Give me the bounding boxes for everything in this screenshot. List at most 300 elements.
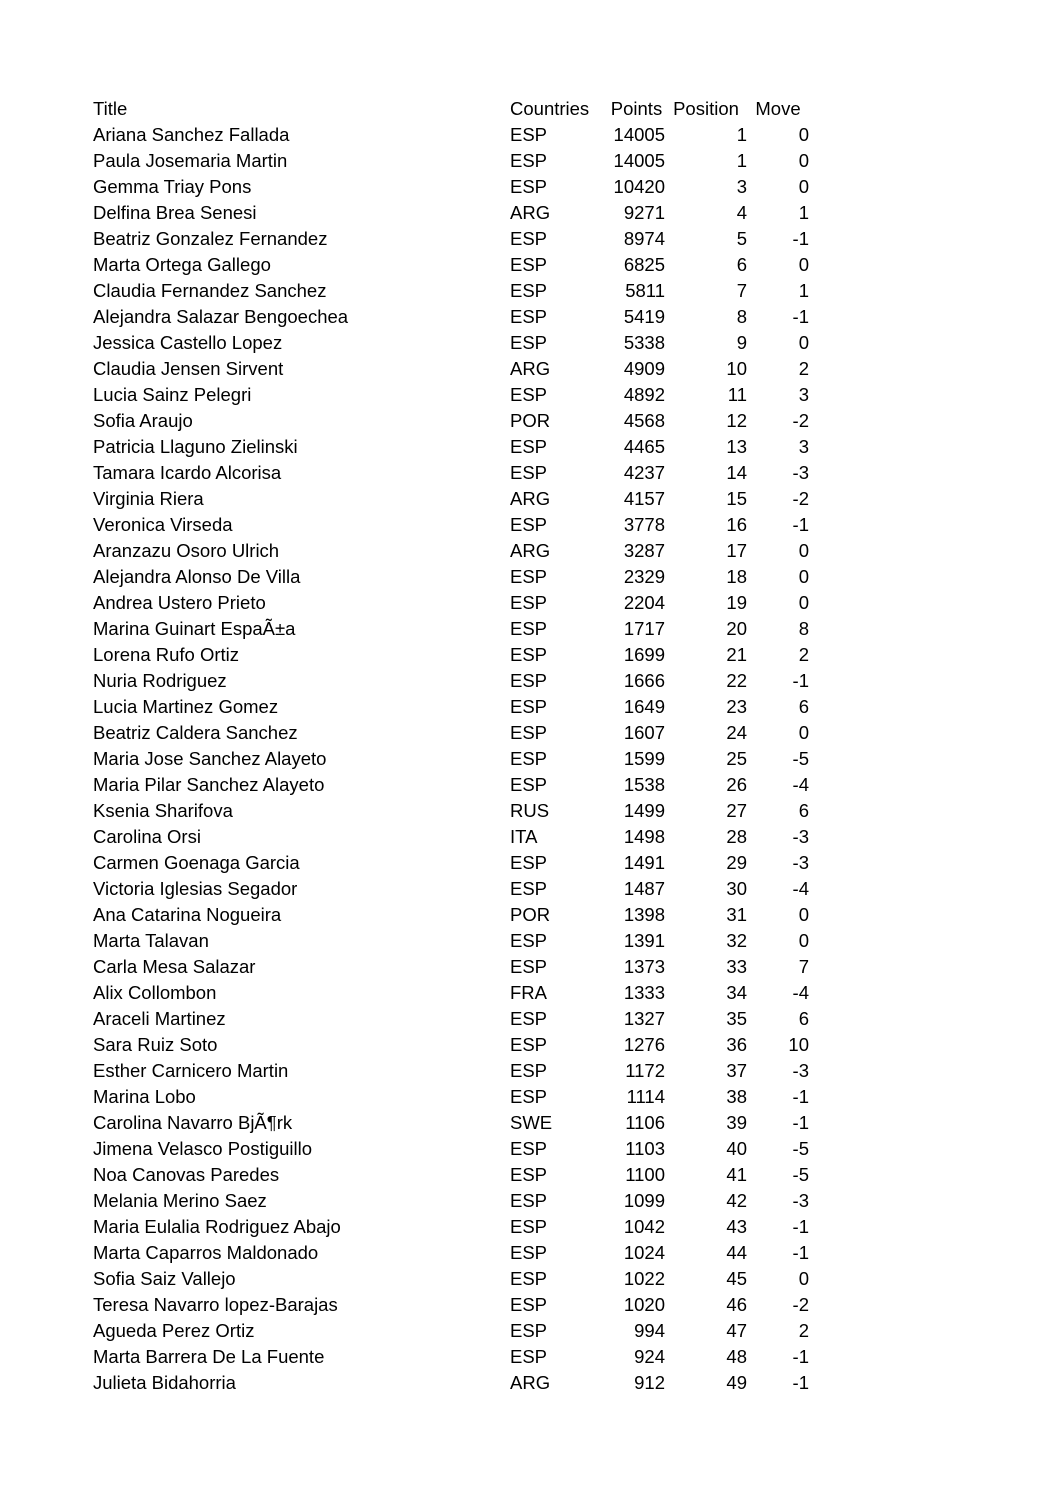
player-name-cell: Delfina Brea Senesi — [93, 201, 257, 223]
move-cell: 0 — [798, 929, 809, 951]
table-row — [93, 1162, 809, 1188]
position-cell: 33 — [726, 955, 747, 977]
points-cell: 1487 — [623, 877, 665, 899]
player-name-cell: Maria Jose Sanchez Alayeto — [93, 747, 327, 769]
table-row — [93, 1032, 809, 1058]
position-cell: 19 — [726, 591, 747, 613]
country-cell: ESP — [510, 617, 548, 639]
points-cell: 4892 — [623, 383, 665, 405]
position-cell: 13 — [726, 435, 747, 457]
position-cell: 6 — [736, 253, 747, 275]
move-cell: -1 — [792, 669, 809, 691]
move-cell: -2 — [792, 487, 809, 509]
table-row — [93, 1006, 809, 1032]
country-cell: POR — [510, 409, 551, 431]
position-cell: 17 — [726, 539, 747, 561]
move-cell: 3 — [798, 435, 809, 457]
table-row — [93, 902, 809, 928]
table-row — [93, 356, 809, 382]
table-row — [93, 252, 809, 278]
table-row — [93, 304, 809, 330]
country-cell: ESP — [510, 773, 548, 795]
points-cell: 4157 — [623, 487, 665, 509]
points-cell: 1103 — [625, 1137, 665, 1159]
points-cell: 1499 — [623, 799, 665, 821]
table-row — [93, 512, 809, 538]
position-cell: 26 — [726, 773, 747, 795]
position-cell: 32 — [726, 929, 747, 951]
table-row — [93, 928, 809, 954]
points-cell: 1100 — [625, 1163, 665, 1185]
table-row — [93, 278, 809, 304]
table-row — [93, 668, 809, 694]
position-cell: 45 — [726, 1267, 747, 1289]
column-header-title: Title — [93, 97, 128, 119]
player-name-cell: Claudia Jensen Sirvent — [93, 357, 284, 379]
player-name-cell: Paula Josemaria Martin — [93, 149, 288, 171]
position-cell: 4 — [736, 201, 747, 223]
table-row — [93, 824, 809, 850]
points-cell: 2204 — [623, 591, 665, 613]
country-cell: ESP — [510, 929, 548, 951]
country-cell: ESP — [510, 1215, 548, 1237]
table-row — [93, 798, 809, 824]
position-cell: 22 — [726, 669, 747, 691]
country-cell: ESP — [510, 1137, 548, 1159]
points-cell: 14005 — [613, 123, 665, 145]
position-cell: 43 — [726, 1215, 747, 1237]
country-cell: ESP — [510, 721, 548, 743]
table-row — [93, 1318, 809, 1344]
table-row — [93, 1058, 809, 1084]
points-cell: 1024 — [623, 1241, 665, 1263]
country-cell: ESP — [510, 851, 548, 873]
points-cell: 1042 — [623, 1215, 665, 1237]
player-name-cell: Carmen Goenaga Garcia — [93, 851, 300, 873]
country-cell: ESP — [510, 1059, 548, 1081]
player-name-cell: Marina Lobo — [93, 1085, 196, 1107]
player-name-cell: Aranzazu Osoro Ulrich — [93, 539, 280, 561]
position-cell: 15 — [726, 487, 747, 509]
column-header-position: Position — [673, 97, 739, 119]
country-cell: ESP — [510, 747, 548, 769]
country-cell: ESP — [510, 149, 548, 171]
table-row — [93, 1370, 809, 1396]
move-cell: 1 — [798, 279, 809, 301]
table-row — [93, 980, 809, 1006]
move-cell: -3 — [792, 1189, 809, 1211]
move-cell: -3 — [792, 1059, 809, 1081]
player-name-cell: Gemma Triay Pons — [93, 175, 252, 197]
move-cell: 2 — [798, 357, 809, 379]
move-cell: 0 — [798, 331, 809, 353]
table-row — [93, 1240, 809, 1266]
table-row — [93, 330, 809, 356]
player-name-cell: Marta Caparros Maldonado — [93, 1241, 319, 1263]
position-cell: 3 — [736, 175, 747, 197]
player-name-cell: Beatriz Gonzalez Fernandez — [93, 227, 328, 249]
move-cell: 0 — [798, 591, 809, 613]
position-cell: 24 — [726, 721, 747, 743]
country-cell: ESP — [510, 1085, 548, 1107]
country-cell: ARG — [510, 1371, 551, 1393]
table-row — [93, 954, 809, 980]
table-row — [93, 174, 809, 200]
country-cell: ESP — [510, 461, 548, 483]
player-name-cell: Lucia Martinez Gomez — [93, 695, 279, 717]
points-cell: 1498 — [623, 825, 665, 847]
country-cell: ESP — [510, 643, 548, 665]
player-name-cell: Beatriz Caldera Sanchez — [93, 721, 298, 743]
table-row — [93, 850, 809, 876]
points-cell: 5419 — [623, 305, 665, 327]
table-row — [93, 538, 809, 564]
player-name-cell: Nuria Rodriguez — [93, 669, 227, 691]
table-row — [93, 486, 809, 512]
country-cell: ESP — [510, 591, 548, 613]
player-name-cell: Marta Talavan — [93, 929, 209, 951]
move-cell: -3 — [792, 851, 809, 873]
position-cell: 21 — [726, 643, 747, 665]
move-cell: 0 — [798, 539, 809, 561]
points-cell: 4909 — [623, 357, 665, 379]
country-cell: ESP — [510, 565, 548, 587]
country-cell: ESP — [510, 1267, 548, 1289]
column-header-points: Points — [610, 97, 663, 119]
table-row — [93, 434, 809, 460]
points-cell: 1666 — [623, 669, 665, 691]
points-cell: 1699 — [623, 643, 665, 665]
move-cell: -5 — [792, 747, 809, 769]
move-cell: 0 — [798, 253, 809, 275]
points-cell: 4237 — [623, 461, 665, 483]
position-cell: 12 — [726, 409, 747, 431]
country-cell: ESP — [510, 305, 548, 327]
position-cell: 11 — [727, 383, 747, 405]
country-cell: ESP — [510, 331, 548, 353]
move-cell: -4 — [792, 773, 809, 795]
country-cell: ESP — [510, 123, 548, 145]
table-row — [93, 200, 809, 226]
table-row — [93, 720, 809, 746]
points-cell: 1327 — [623, 1007, 665, 1029]
country-cell: FRA — [510, 981, 547, 1003]
country-cell: ESP — [510, 1033, 548, 1055]
table-row — [93, 122, 809, 148]
table-row — [93, 1188, 809, 1214]
player-name-cell: Noa Canovas Paredes — [93, 1163, 280, 1185]
move-cell: 2 — [798, 643, 809, 665]
player-name-cell: Alejandra Alonso De Villa — [93, 565, 301, 587]
points-cell: 6825 — [623, 253, 665, 275]
points-cell: 1020 — [623, 1293, 665, 1315]
country-cell: ESP — [510, 695, 548, 717]
country-cell: ARG — [510, 487, 551, 509]
header-row — [93, 96, 809, 122]
points-cell: 1114 — [626, 1085, 665, 1107]
table-row — [93, 746, 809, 772]
position-cell: 28 — [726, 825, 747, 847]
table-row — [93, 1110, 809, 1136]
country-cell: ARG — [510, 357, 551, 379]
move-cell: 2 — [798, 1319, 809, 1341]
move-cell: -4 — [792, 877, 809, 899]
points-cell: 5338 — [623, 331, 665, 353]
player-name-cell: Alejandra Salazar Bengoechea — [93, 305, 349, 327]
ranking-table-body — [93, 122, 809, 1396]
country-cell: ESP — [510, 513, 548, 535]
move-cell: 0 — [798, 149, 809, 171]
points-cell: 2329 — [623, 565, 665, 587]
position-cell: 29 — [726, 851, 747, 873]
position-cell: 40 — [726, 1137, 747, 1159]
points-cell: 1106 — [625, 1111, 665, 1133]
country-cell: ESP — [510, 227, 548, 249]
player-name-cell: Melania Merino Saez — [93, 1189, 267, 1211]
table-row — [93, 616, 809, 642]
table-row — [93, 694, 809, 720]
points-cell: 1649 — [623, 695, 665, 717]
move-cell: 6 — [798, 695, 809, 717]
country-cell: ITA — [510, 825, 538, 847]
move-cell: 6 — [798, 1007, 809, 1029]
points-cell: 1099 — [623, 1189, 665, 1211]
move-cell: -1 — [792, 227, 809, 249]
player-name-cell: Carolina Orsi — [93, 825, 201, 847]
position-cell: 35 — [726, 1007, 747, 1029]
points-cell: 994 — [634, 1319, 665, 1341]
move-cell: -1 — [792, 1215, 809, 1237]
player-name-cell: Alix Collombon — [93, 981, 217, 1003]
table-row — [93, 1344, 809, 1370]
player-name-cell: Marina Guinart EspaÃ±a — [93, 617, 296, 639]
player-name-cell: Veronica Virseda — [93, 513, 233, 535]
player-name-cell: Claudia Fernandez Sanchez — [93, 279, 327, 301]
country-cell: RUS — [510, 799, 550, 821]
position-cell: 36 — [726, 1033, 747, 1055]
position-cell: 8 — [736, 305, 747, 327]
player-name-cell: Agueda Perez Ortiz — [93, 1319, 255, 1341]
country-cell: ESP — [510, 253, 548, 275]
player-name-cell: Carla Mesa Salazar — [93, 955, 256, 977]
table-row — [93, 226, 809, 252]
player-name-cell: Ana Catarina Nogueira — [93, 903, 282, 925]
country-cell: SWE — [510, 1111, 553, 1133]
position-cell: 42 — [726, 1189, 747, 1211]
position-cell: 34 — [726, 981, 747, 1003]
move-cell: 3 — [798, 383, 809, 405]
position-cell: 49 — [726, 1371, 747, 1393]
player-name-cell: Maria Pilar Sanchez Alayeto — [93, 773, 325, 795]
move-cell: -5 — [792, 1137, 809, 1159]
points-cell: 14005 — [613, 149, 665, 171]
column-header-move: Move — [755, 97, 801, 119]
points-cell: 1599 — [623, 747, 665, 769]
player-name-cell: Andrea Ustero Prieto — [93, 591, 266, 613]
move-cell: -5 — [792, 1163, 809, 1185]
country-cell: ESP — [510, 877, 548, 899]
points-cell: 8974 — [623, 227, 665, 249]
table-row — [93, 642, 809, 668]
position-cell: 30 — [726, 877, 747, 899]
player-name-cell: Victoria Iglesias Segador — [93, 877, 298, 899]
position-cell: 41 — [726, 1163, 747, 1185]
player-name-cell: Virginia Riera — [93, 487, 204, 509]
country-cell: ESP — [510, 669, 548, 691]
player-name-cell: Lucia Sainz Pelegri — [93, 383, 252, 405]
table-row — [93, 148, 809, 174]
points-cell: 1491 — [623, 851, 665, 873]
country-cell: ESP — [510, 279, 548, 301]
position-cell: 1 — [736, 123, 747, 145]
move-cell: 1 — [798, 201, 809, 223]
move-cell: -1 — [792, 1371, 809, 1393]
table-row — [93, 382, 809, 408]
points-cell: 5811 — [625, 279, 665, 301]
table-row — [93, 408, 809, 434]
position-cell: 31 — [726, 903, 747, 925]
position-cell: 39 — [726, 1111, 747, 1133]
points-cell: 10420 — [613, 175, 665, 197]
move-cell: -3 — [792, 461, 809, 483]
player-name-cell: Carolina Navarro BjÃ¶rk — [93, 1111, 293, 1133]
move-cell: -1 — [792, 1241, 809, 1263]
country-cell: ESP — [510, 1293, 548, 1315]
move-cell: -1 — [792, 513, 809, 535]
points-cell: 1172 — [625, 1059, 665, 1081]
move-cell: 0 — [798, 175, 809, 197]
table-row — [93, 590, 809, 616]
points-cell: 1607 — [623, 721, 665, 743]
move-cell: -3 — [792, 825, 809, 847]
player-name-cell: Jessica Castello Lopez — [93, 331, 283, 353]
position-cell: 23 — [726, 695, 747, 717]
column-header-countries: Countries — [510, 97, 590, 119]
position-cell: 7 — [736, 279, 747, 301]
move-cell: 0 — [798, 903, 809, 925]
move-cell: 0 — [798, 565, 809, 587]
move-cell: 0 — [798, 123, 809, 145]
country-cell: POR — [510, 903, 551, 925]
points-cell: 3778 — [623, 513, 665, 535]
country-cell: ESP — [510, 1241, 548, 1263]
position-cell: 25 — [726, 747, 747, 769]
player-name-cell: Esther Carnicero Martin — [93, 1059, 289, 1081]
points-cell: 1717 — [623, 617, 665, 639]
player-name-cell: Tamara Icardo Alcorisa — [93, 461, 282, 483]
position-cell: 27 — [726, 799, 747, 821]
points-cell: 912 — [634, 1371, 665, 1393]
position-cell: 18 — [726, 565, 747, 587]
player-name-cell: Jimena Velasco Postiguillo — [93, 1137, 313, 1159]
ranking-table — [93, 96, 809, 1396]
country-cell: ESP — [510, 1319, 548, 1341]
country-cell: ESP — [510, 1189, 548, 1211]
country-cell: ESP — [510, 1345, 548, 1367]
position-cell: 10 — [726, 357, 747, 379]
move-cell: -1 — [792, 1345, 809, 1367]
player-name-cell: Araceli Martinez — [93, 1007, 226, 1029]
ranking-table-header — [93, 96, 809, 122]
position-cell: 20 — [726, 617, 747, 639]
country-cell: ESP — [510, 955, 548, 977]
player-name-cell: Ksenia Sharifova — [93, 799, 233, 821]
player-name-cell: Lorena Rufo Ortiz — [93, 643, 240, 665]
player-name-cell: Maria Eulalia Rodriguez Abajo — [93, 1215, 341, 1237]
move-cell: 0 — [798, 1267, 809, 1289]
points-cell: 4465 — [623, 435, 665, 457]
points-cell: 1373 — [623, 955, 665, 977]
position-cell: 9 — [736, 331, 747, 353]
country-cell: ARG — [510, 201, 551, 223]
points-cell: 1276 — [623, 1033, 665, 1055]
position-cell: 46 — [726, 1293, 747, 1315]
player-name-cell: Marta Ortega Gallego — [93, 253, 271, 275]
player-name-cell: Marta Barrera De La Fuente — [93, 1345, 325, 1367]
table-row — [93, 564, 809, 590]
position-cell: 47 — [726, 1319, 747, 1341]
move-cell: -1 — [792, 305, 809, 327]
points-cell: 4568 — [623, 409, 665, 431]
points-cell: 1022 — [623, 1267, 665, 1289]
move-cell: 10 — [788, 1033, 809, 1055]
table-row — [93, 876, 809, 902]
points-cell: 1391 — [623, 929, 665, 951]
table-row — [93, 772, 809, 798]
player-name-cell: Patricia Llaguno Zielinski — [93, 435, 298, 457]
position-cell: 38 — [726, 1085, 747, 1107]
table-row — [93, 1084, 809, 1110]
position-cell: 14 — [726, 461, 747, 483]
points-cell: 9271 — [623, 201, 665, 223]
player-name-cell: Sara Ruiz Soto — [93, 1033, 218, 1055]
table-row — [93, 1266, 809, 1292]
points-cell: 3287 — [623, 539, 665, 561]
player-name-cell: Sofia Araujo — [93, 409, 193, 431]
position-cell: 1 — [736, 149, 747, 171]
position-cell: 44 — [726, 1241, 747, 1263]
table-row — [93, 1136, 809, 1162]
move-cell: -1 — [792, 1085, 809, 1107]
player-name-cell: Teresa Navarro lopez-Barajas — [93, 1293, 338, 1315]
position-cell: 5 — [736, 227, 747, 249]
table-row — [93, 460, 809, 486]
country-cell: ARG — [510, 539, 551, 561]
player-name-cell: Sofia Saiz Vallejo — [93, 1267, 236, 1289]
move-cell: 8 — [798, 617, 809, 639]
country-cell: ESP — [510, 383, 548, 405]
country-cell: ESP — [510, 1007, 548, 1029]
move-cell: 0 — [798, 721, 809, 743]
position-cell: 16 — [726, 513, 747, 535]
player-name-cell: Julieta Bidahorria — [93, 1371, 236, 1393]
points-cell: 1538 — [623, 773, 665, 795]
position-cell: 48 — [726, 1345, 747, 1367]
position-cell: 37 — [726, 1059, 747, 1081]
country-cell: ESP — [510, 175, 548, 197]
points-cell: 924 — [634, 1345, 665, 1367]
move-cell: 7 — [798, 955, 809, 977]
player-name-cell: Ariana Sanchez Fallada — [93, 123, 290, 145]
move-cell: -4 — [792, 981, 809, 1003]
move-cell: 6 — [798, 799, 809, 821]
move-cell: -1 — [792, 1111, 809, 1133]
points-cell: 1333 — [623, 981, 665, 1003]
points-cell: 1398 — [623, 903, 665, 925]
move-cell: -2 — [792, 409, 809, 431]
country-cell: ESP — [510, 435, 548, 457]
country-cell: ESP — [510, 1163, 548, 1185]
